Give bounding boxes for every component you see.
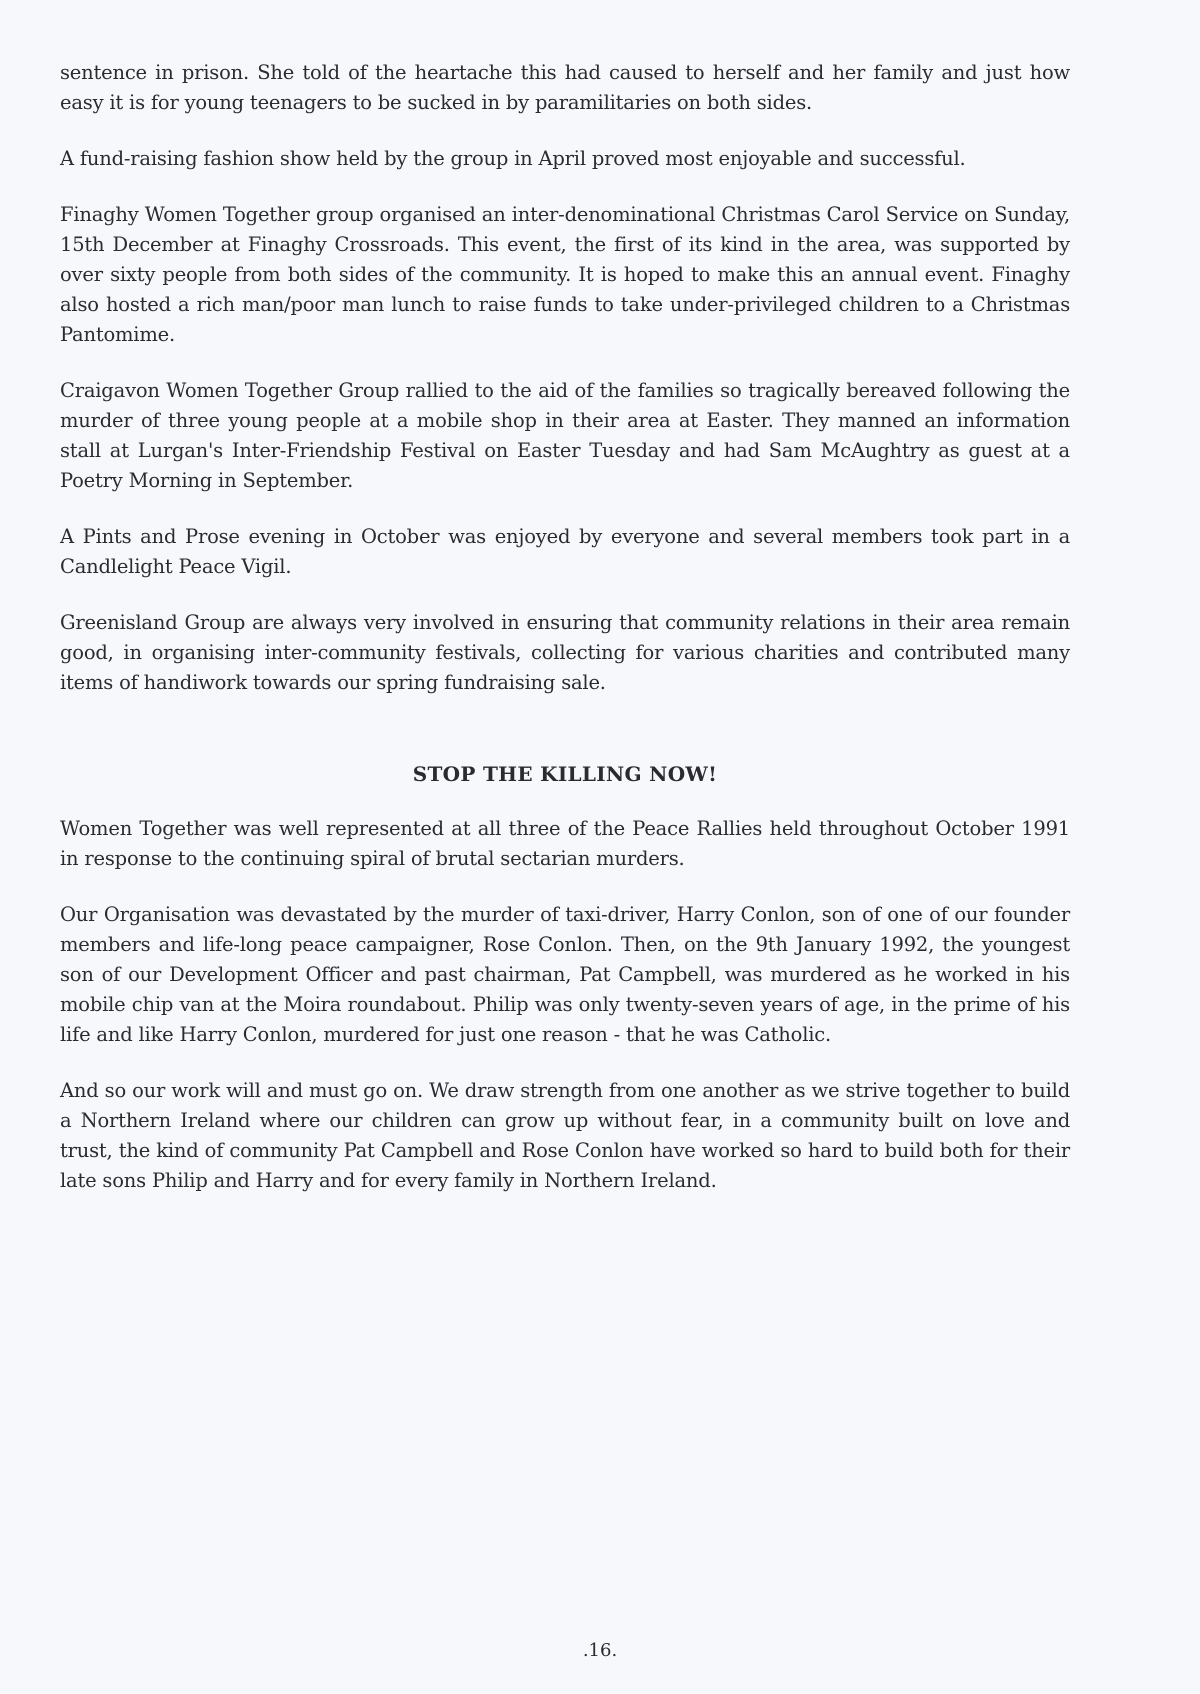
paragraph-prison-sentence: sentence in prison. She told of the heartache this had caused to herself and her family and just how easy it is for young teenagers to be sucked in by paramilitaries on both sides. — [60, 61, 1070, 114]
paragraph-finaghy-group: Finaghy Women Together group organised an inter-denominational Christmas Carol Service on Sunday, 15th December at Finaghy Crossroads. This event, the first of its kind in the area, was supported by over sixty people from both sides of the community. It is hoped to make this an annual event. Finaghy also hosted a rich man/poor man lunch to raise funds to take under-privileged children to a Christmas Pantomime. — [60, 203, 1070, 346]
paragraph-craigavon-group: Craigavon Women Together Group rallied to the aid of the families so tragically bereaved following the murder of three young people at a mobile shop in their area at Easter. They manned an information stall at Lurgan's Inter-Friendship Festival on Easter Tuesday and had Sam McAughtry as guest at a Poetry Morning in September. — [60, 379, 1070, 492]
paragraph-fashion-show: A fund-raising fashion show held by the group in April proved most enjoyable and successful. — [60, 147, 966, 170]
paragraph-organisation-devastated: Our Organisation was devastated by the murder of taxi-driver, Harry Conlon, son of one of our founder members and life-long peace campaigner, Rose Conlon. Then, on the 9th January 1992, the youngest son of our Development Officer and past chairman, Pat Campbell, was murdered as he worked in his mobile chip van at the Moira roundabout. Philip was only twenty-seven years of age, in the prime of his life and like Harry Conlon, murdered for just one reason - that he was Catholic. — [60, 903, 1070, 1046]
section-heading: STOP THE KILLING NOW! — [412, 762, 718, 786]
paragraph-pints-and-prose: A Pints and Prose evening in October was enjoyed by everyone and several members took part in a Candlelight Peace Vigil. — [60, 525, 1070, 578]
paragraph-greenisland-group: Greenisland Group are always very involved in ensuring that community relations in their area remain good, in organising inter-community festivals, collecting for various charities and contributed many items of handiwork towards our spring fundraising sale. — [60, 611, 1070, 694]
paragraph-peace-rallies: Women Together was well represented at all three of the Peace Rallies held throughout October 1991 in response to the continuing spiral of brutal sectarian murders. — [60, 817, 1070, 870]
paragraph-work-goes-on: And so our work will and must go on. We draw strength from one another as we strive together to build a Northern Ireland where our children can grow up without fear, in a community built on love and trust, the kind of community Pat Campbell and Rose Conlon have worked so hard to build both for their late sons Philip and Harry and for every family in Northern Ireland. — [60, 1079, 1070, 1192]
page-number: .16. — [582, 1640, 618, 1661]
